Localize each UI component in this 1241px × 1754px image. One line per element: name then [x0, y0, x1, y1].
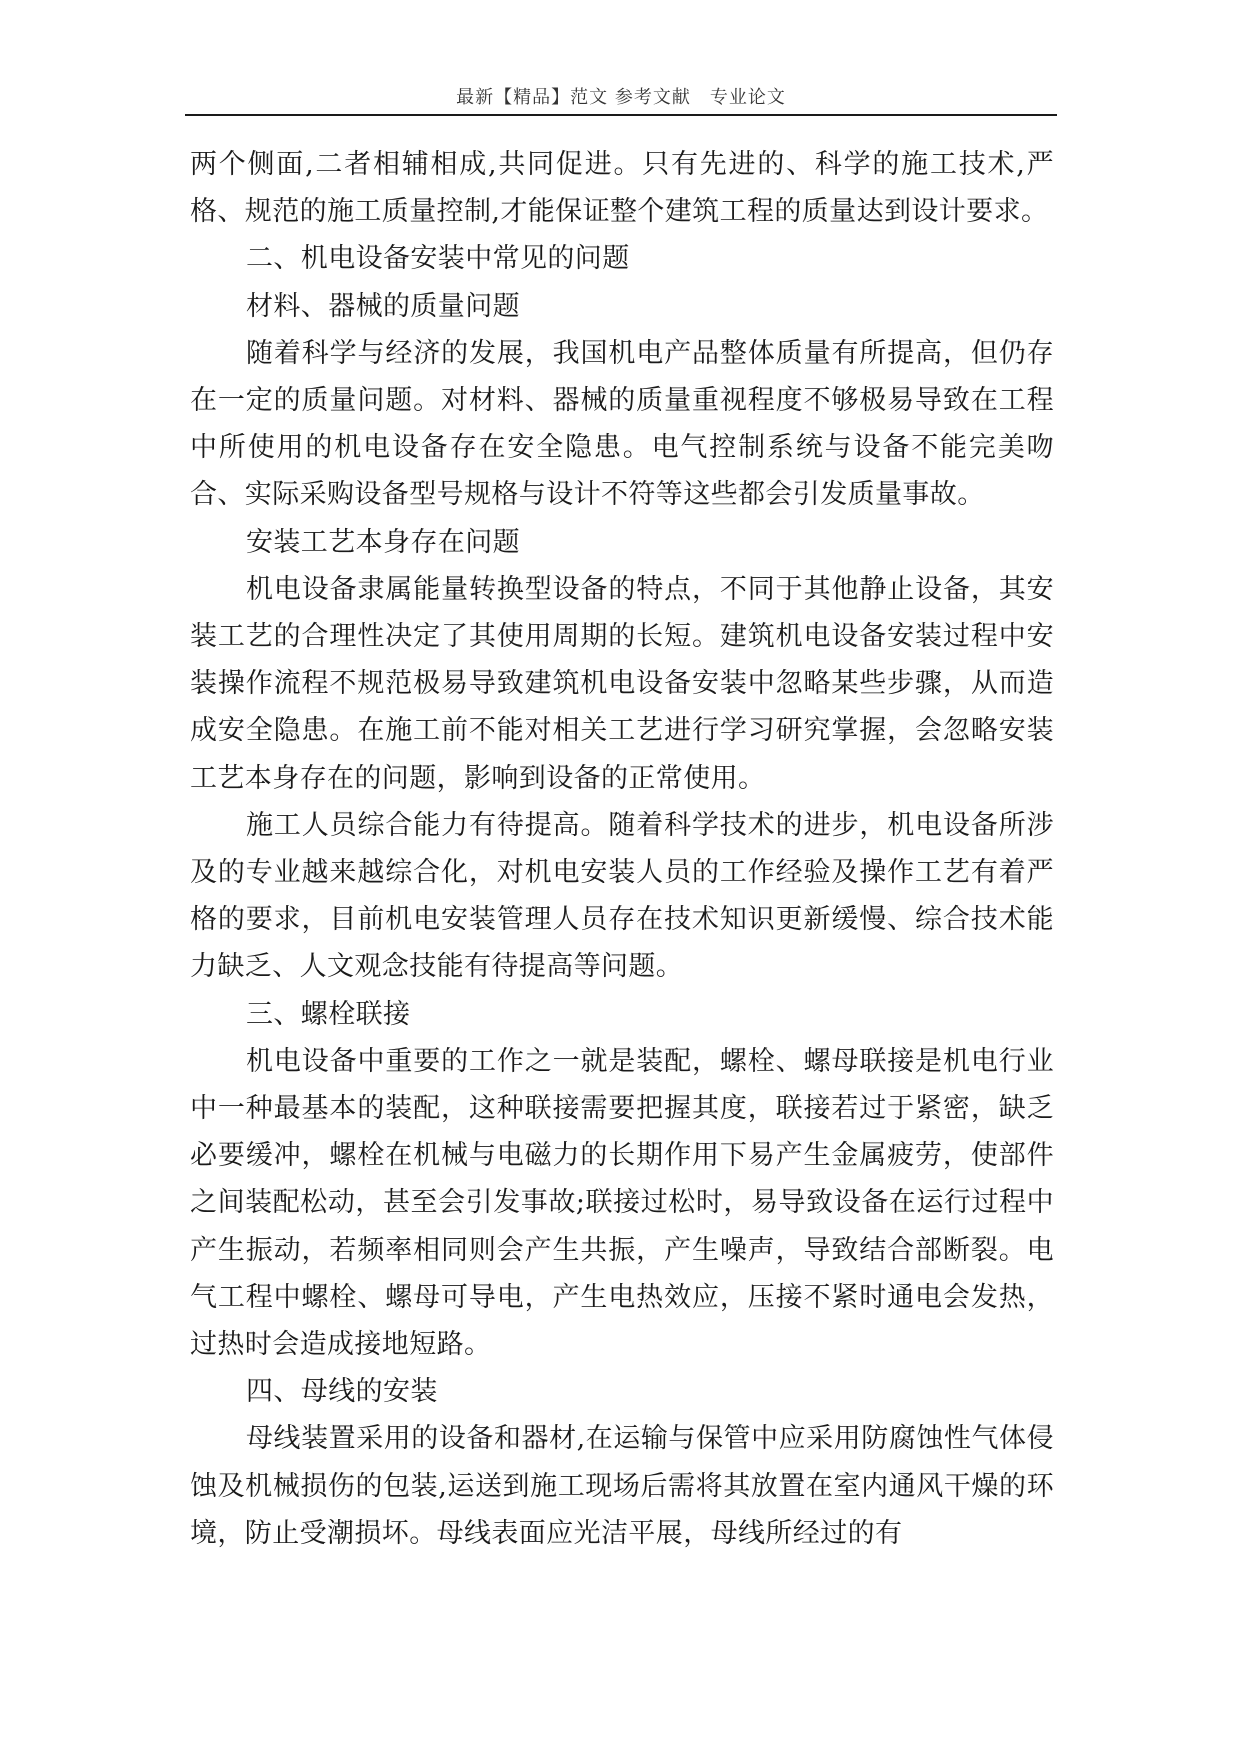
page-header: 最新【精品】范文 参考文献 专业论文 — [456, 87, 786, 108]
subheading-process: 安装工艺本身存在问题 — [246, 526, 520, 558]
paragraph-personnel: 施工人员综合能力有待提高。随着科学技术的进步，机电设备所涉及的专业越来越综合化，对机电安装人员的工作经验及操作工艺有着严格的要求，目前机电安装管理人员存在技术知识更新缓慢、综合技术能力缺乏、人文观念技能有待提高等问题。 — [190, 809, 1054, 983]
paragraph-bolts: 机电设备中重要的工作之一就是装配，螺栓、螺母联接是机电行业中一种最基本的装配，这种联接需要把握其度，联接若过于紧密，缺乏必要缓冲，螺栓在机械与电磁力的长期作用下易产生金属疲劳，使部件之间装配松动，甚至会引发事故;联接过松时，易导致设备在运行过程中产生振动，若频率相同则会产生共振，产生噪声，导致结合部断裂。电气工程中螺栓、螺母可导电，产生电热效应，压接不紧时通电会发热，过热时会造成接地短路。 — [190, 1045, 1054, 1361]
subheading-materials: 材料、器械的质量问题 — [246, 290, 520, 322]
paragraph-continuation: 两个侧面,二者相辅相成,共同促进。只有先进的、科学的施工技术,严格、规范的施工质量控制,才能保证整个建筑工程的质量达到设计要求。 — [190, 149, 1054, 228]
section-heading-2: 二、机电设备安装中常见的问题 — [246, 243, 630, 275]
section-heading-4: 四、母线的安装 — [246, 1376, 438, 1408]
section-heading-3: 三、螺栓联接 — [246, 998, 411, 1030]
header-divider — [185, 114, 1057, 116]
paragraph-process: 机电设备隶属能量转换型设备的特点，不同于其他静止设备，其安装工艺的合理性决定了其使用周期的长短。建筑机电设备安装过程中安装操作流程不规范极易导致建筑机电设备安装中忽略某些步骤，从而造成安全隐患。在施工前不能对相关工艺进行学习研究掌握，会忽略安装工艺本身存在的问题，影响到设备的正常使用。 — [190, 573, 1054, 794]
paragraph-busbar: 母线装置采用的设备和器材,在运输与保管中应采用防腐蚀性气体侵蚀及机械损伤的包装,运送到施工现场后需将其放置在室内通风干燥的环境，防止受潮损坏。母线表面应光洁平展，母线所经过的有 — [190, 1423, 1054, 1549]
paragraph-materials: 随着科学与经济的发展，我国机电产品整体质量有所提高，但仍存在一定的质量问题。对材料、器械的质量重视程度不够极易导致在工程中所使用的机电设备存在安全隐患。电气控制系统与设备不能完美吻合、实际采购设备型号规格与设计不符等这些都会引发质量事故。 — [190, 337, 1054, 511]
document-body — [190, 141, 1054, 1557]
